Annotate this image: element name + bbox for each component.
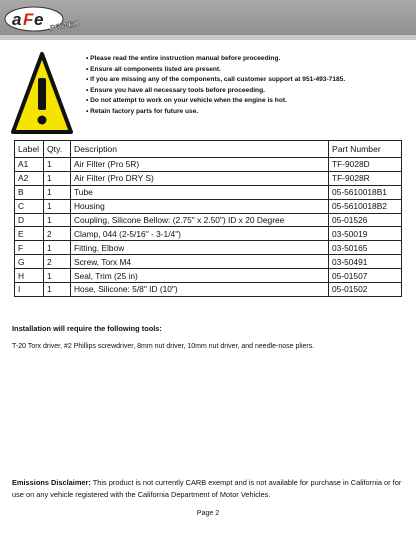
cell-part-number: 05-01507: [329, 269, 402, 283]
cell-label: B: [15, 185, 44, 199]
cell-label: A2: [15, 171, 44, 185]
safety-note: • Please read the entire instruction manual before proceeding.: [86, 54, 410, 65]
cell-part-number: 05-01502: [329, 283, 402, 297]
cell-label: A1: [15, 158, 44, 172]
table-row: [15, 199, 402, 213]
emissions-disclaimer: [12, 477, 408, 500]
disclaimer-text: This product is not currently CARB exempt and is not available for purchase in California or for use on any vehicle registered with the California Department of Motor Vehicles.: [12, 478, 402, 499]
table-row: [15, 255, 402, 269]
cell-description: Seal, Trim (25 in): [71, 269, 329, 283]
cell-label: F: [15, 241, 44, 255]
table-row: [15, 185, 402, 199]
cell-part-number: TF-9028R: [329, 171, 402, 185]
cell-description: Housing: [71, 199, 329, 213]
table-row: [15, 241, 402, 255]
table-row: [15, 283, 402, 297]
cell-qty: 1: [44, 158, 71, 172]
cell-part-number: 03-50165: [329, 241, 402, 255]
cell-label: H: [15, 269, 44, 283]
cell-description: Coupling, Silicone Bellow: (2.75" x 2.50") ID x 20 Degree: [71, 213, 329, 227]
svg-text:F: F: [23, 10, 34, 29]
cell-label: E: [15, 227, 44, 241]
parts-table: [14, 140, 402, 297]
cell-description: Air Filter (Pro DRY S): [71, 171, 329, 185]
cell-label: D: [15, 213, 44, 227]
safety-note: • Retain factory parts for future use.: [86, 107, 410, 118]
cell-part-number: TF-9028D: [329, 158, 402, 172]
safety-note: • If you are missing any of the components, call customer support at 951-493-7185.: [86, 75, 410, 86]
cell-description: Air Filter (Pro 5R): [71, 158, 329, 172]
cell-description: Hose, Silicone: 5/8" ID (10"): [71, 283, 329, 297]
safety-note: • Do not attempt to work on your vehicle when the engine is hot.: [86, 96, 410, 107]
cell-qty: 2: [44, 255, 71, 269]
cell-qty: 1: [44, 199, 71, 213]
svg-text:e: e: [34, 10, 44, 29]
safety-note: • Ensure all components listed are present.: [86, 65, 410, 76]
cell-part-number: 05-5610018B1: [329, 185, 402, 199]
col-header-part-number: Part Number: [329, 141, 402, 158]
cell-qty: 1: [44, 185, 71, 199]
cell-qty: 2: [44, 227, 71, 241]
afe-power-logo: [4, 4, 82, 34]
installation-heading: Installation will require the following tools:: [12, 324, 162, 333]
svg-text:POWER: POWER: [48, 18, 81, 33]
table-row: [15, 269, 402, 283]
col-header-qty: Qty.: [44, 141, 71, 158]
svg-text:a: a: [12, 10, 22, 29]
warning-triangle-icon: [10, 50, 74, 136]
table-row: [15, 171, 402, 185]
installation-tools: T-20 Torx driver, #2 Phillips screwdriver, 8mm nut driver, 10mm nut driver, and needle-nose pliers.: [12, 343, 315, 350]
cell-qty: 1: [44, 283, 71, 297]
safety-note: • Ensure you have all necessary tools before proceeding.: [86, 86, 410, 97]
cell-description: Fitting, Elbow: [71, 241, 329, 255]
cell-description: Tube: [71, 185, 329, 199]
table-row: [15, 227, 402, 241]
cell-part-number: 05-5610018B2: [329, 199, 402, 213]
cell-part-number: 03-50491: [329, 255, 402, 269]
cell-part-number: 05-01526: [329, 213, 402, 227]
cell-description: Screw, Torx M4: [71, 255, 329, 269]
page-number: Page 2: [196, 510, 220, 517]
cell-qty: 1: [44, 241, 71, 255]
col-header-label: Label: [15, 141, 44, 158]
cell-part-number: 03-50019: [329, 227, 402, 241]
cell-description: Clamp, 044 (2-5/16" - 3-1/4"): [71, 227, 329, 241]
table-header-row: [15, 141, 402, 158]
cell-qty: 1: [44, 269, 71, 283]
disclaimer-label: Emissions Disclaimer:: [12, 478, 91, 487]
safety-notes: [86, 54, 410, 117]
table-row: [15, 213, 402, 227]
cell-label: I: [15, 283, 44, 297]
cell-label: C: [15, 199, 44, 213]
table-row: [15, 158, 402, 172]
cell-qty: 1: [44, 213, 71, 227]
cell-label: G: [15, 255, 44, 269]
col-header-description: Description: [71, 141, 329, 158]
cell-qty: 1: [44, 171, 71, 185]
